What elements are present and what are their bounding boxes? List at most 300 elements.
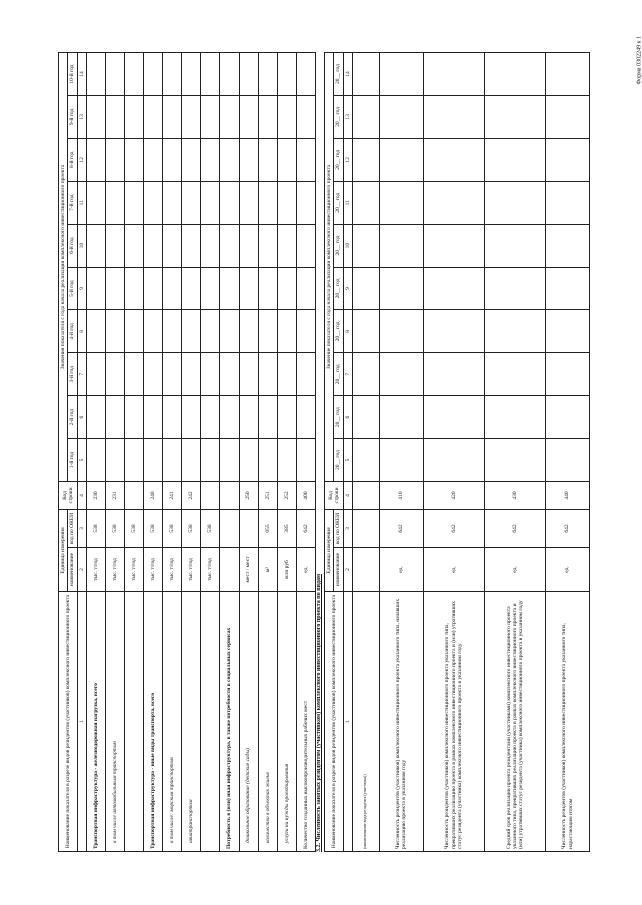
code-cell: 230 bbox=[86, 481, 105, 509]
value-cell[interactable] bbox=[296, 353, 315, 396]
year-header: 20__ год bbox=[334, 53, 343, 96]
code-cell: 440 bbox=[546, 481, 590, 509]
value-cell[interactable] bbox=[86, 138, 105, 181]
header-code: Код строки bbox=[325, 481, 344, 509]
value-cell[interactable] bbox=[182, 53, 201, 96]
year-header: 10-й год bbox=[68, 53, 77, 96]
value-cell[interactable] bbox=[163, 95, 182, 138]
value-cell[interactable] bbox=[125, 439, 144, 482]
value-cell[interactable] bbox=[277, 95, 296, 138]
indicator-cell: Потребность в (или) иная инфраструктура, в также потребности в социальных сервисах bbox=[220, 592, 239, 852]
value-cell[interactable] bbox=[277, 353, 296, 396]
value-cell[interactable] bbox=[106, 310, 125, 353]
year-header: 20__ год bbox=[334, 95, 343, 138]
column-number: 5 bbox=[343, 439, 352, 482]
value-cell[interactable] bbox=[484, 181, 545, 224]
value-cell[interactable] bbox=[258, 181, 277, 224]
okei-cell: 642 bbox=[379, 509, 423, 547]
value-cell[interactable] bbox=[201, 267, 220, 310]
year-header: 9-й год bbox=[68, 95, 77, 138]
value-cell[interactable] bbox=[220, 353, 239, 396]
okei-cell: 538 bbox=[106, 509, 125, 547]
value-cell[interactable] bbox=[163, 396, 182, 439]
table-row bbox=[296, 53, 315, 852]
value-cell[interactable] bbox=[423, 53, 484, 96]
value-cell[interactable] bbox=[277, 181, 296, 224]
value-cell[interactable] bbox=[86, 353, 105, 396]
value-cell[interactable] bbox=[239, 138, 258, 181]
indicator-cell: Численность резидентов (участников) комплексного инвестиционного проекта указанного типа, прекративших реализацию проекта в рамках комплексного инвестиционного проекта и (или) утративших статус резидента (участника) комплексного инвестиционного проекта в указанном году bbox=[423, 592, 484, 852]
column-number: 9 bbox=[77, 267, 86, 310]
year-header: 20__ год bbox=[334, 310, 343, 353]
value-cell[interactable] bbox=[546, 353, 590, 396]
value-cell[interactable] bbox=[239, 95, 258, 138]
value-cell[interactable] bbox=[296, 310, 315, 353]
value-cell[interactable] bbox=[163, 138, 182, 181]
column-number: 10 bbox=[77, 224, 86, 267]
column-number: 6 bbox=[343, 396, 352, 439]
value-cell[interactable] bbox=[125, 353, 144, 396]
code-cell: 241 bbox=[163, 481, 182, 509]
value-cell[interactable] bbox=[201, 396, 220, 439]
column-number: 7 bbox=[343, 353, 352, 396]
value-cell[interactable] bbox=[220, 138, 239, 181]
value-cell[interactable] bbox=[220, 310, 239, 353]
year-header: 4-й год bbox=[68, 310, 77, 353]
okei-cell: 538 bbox=[182, 509, 201, 547]
value-cell[interactable] bbox=[296, 181, 315, 224]
value-cell[interactable] bbox=[484, 439, 545, 482]
indicator-cell: Транспортная инфраструктура - железнодорожная нагрузка, всего bbox=[86, 592, 105, 852]
header-values: Значение показателя с года начала реализации комплексного инвестиционного проекта bbox=[325, 53, 334, 482]
column-number: 12 bbox=[77, 138, 86, 181]
value-cell[interactable] bbox=[258, 310, 277, 353]
code-cell: 231 bbox=[106, 481, 125, 509]
value-cell[interactable] bbox=[163, 224, 182, 267]
okei-cell: 642 bbox=[546, 509, 590, 547]
unit-cell: тыс. т/год bbox=[182, 548, 201, 592]
value-cell[interactable] bbox=[182, 95, 201, 138]
value-cell[interactable] bbox=[220, 95, 239, 138]
header-indicator: Наименование показателя в разрезе видов резидентов (участников) комплексного инвестиционного проекта bbox=[325, 592, 344, 852]
value-cell[interactable] bbox=[201, 181, 220, 224]
value-cell[interactable] bbox=[379, 224, 423, 267]
value-cell[interactable] bbox=[125, 181, 144, 224]
value-cell[interactable] bbox=[163, 181, 182, 224]
indicator-cell: дошкольное образование (детские сады) bbox=[239, 592, 258, 852]
value-cell[interactable] bbox=[296, 267, 315, 310]
indicator-cell: Средний срок реализации проекта резидентами (участниками) комплексного инвестиционного проекта указанного типа, прекративших реализацию проекта в рамках комплексного инвестиционного проекта и (или) утративших статус резидента (участника) комплексного инвестиционного проекта в указанном году bbox=[484, 592, 545, 852]
empty-cell bbox=[352, 396, 379, 439]
code-cell bbox=[220, 481, 239, 509]
table-row bbox=[144, 53, 163, 852]
value-cell[interactable] bbox=[220, 224, 239, 267]
table-row bbox=[277, 53, 296, 852]
column-number: 8 bbox=[343, 310, 352, 353]
value-cell[interactable] bbox=[546, 53, 590, 96]
indicator-cell: Количество созданных высокопроизводительных рабочих мест bbox=[296, 592, 315, 852]
value-cell[interactable] bbox=[277, 439, 296, 482]
value-cell[interactable] bbox=[546, 138, 590, 181]
value-cell[interactable] bbox=[220, 53, 239, 96]
column-number: 5 bbox=[77, 439, 86, 482]
code-cell: 240 bbox=[144, 481, 163, 509]
value-cell[interactable] bbox=[546, 439, 590, 482]
value-cell[interactable] bbox=[379, 310, 423, 353]
value-cell[interactable] bbox=[106, 53, 125, 96]
unit-cell: тыс. т/год bbox=[125, 548, 144, 592]
year-header: 6-й год bbox=[68, 224, 77, 267]
value-cell[interactable] bbox=[379, 95, 423, 138]
unit-cell: ед. bbox=[296, 548, 315, 592]
code-cell: 430 bbox=[484, 481, 545, 509]
value-cell[interactable] bbox=[379, 267, 423, 310]
year-header: 20__ год bbox=[334, 353, 343, 396]
value-cell[interactable] bbox=[201, 439, 220, 482]
empty-cell bbox=[352, 439, 379, 482]
column-number: 4 bbox=[77, 481, 86, 509]
value-cell[interactable] bbox=[163, 310, 182, 353]
value-cell[interactable] bbox=[296, 439, 315, 482]
empty-cell bbox=[352, 353, 379, 396]
value-cell[interactable] bbox=[125, 267, 144, 310]
indicator-cell bbox=[201, 592, 220, 852]
okei-cell: 538 bbox=[125, 509, 144, 547]
code-cell: 400 bbox=[296, 481, 315, 509]
value-cell[interactable] bbox=[546, 267, 590, 310]
value-cell[interactable] bbox=[106, 396, 125, 439]
value-cell[interactable] bbox=[258, 353, 277, 396]
table-row bbox=[484, 53, 545, 852]
indicator-cell: Численность резидентов (участников) комплексного инвестиционного проекта указанного типа, начавших реализацию проекта в указанном году bbox=[379, 592, 423, 852]
value-cell[interactable] bbox=[546, 396, 590, 439]
year-header: 1-й год bbox=[68, 439, 77, 482]
value-cell[interactable] bbox=[484, 267, 545, 310]
value-cell[interactable] bbox=[182, 396, 201, 439]
value-cell[interactable] bbox=[201, 138, 220, 181]
value-cell[interactable] bbox=[201, 53, 220, 96]
value-cell[interactable] bbox=[106, 267, 125, 310]
year-header: 20__ год bbox=[334, 439, 343, 482]
value-cell[interactable] bbox=[182, 353, 201, 396]
value-cell[interactable] bbox=[277, 138, 296, 181]
table-row bbox=[220, 53, 239, 852]
okei-cell: 642 bbox=[423, 509, 484, 547]
indicator-cell: в том числе автомобильным транспортом bbox=[106, 592, 125, 852]
value-cell[interactable] bbox=[484, 310, 545, 353]
empty-cell bbox=[352, 310, 379, 353]
unit-cell: ед. bbox=[379, 548, 423, 592]
header-unit: Единица измерения bbox=[59, 509, 68, 591]
okei-cell: 538 bbox=[86, 509, 105, 547]
header-unit: Единица измерения bbox=[325, 509, 334, 591]
note-row bbox=[352, 53, 379, 852]
unit-cell: ед. bbox=[423, 548, 484, 592]
value-cell[interactable] bbox=[423, 310, 484, 353]
table-row bbox=[86, 53, 105, 852]
value-cell[interactable] bbox=[106, 95, 125, 138]
value-cell[interactable] bbox=[144, 310, 163, 353]
indicator-cell: в том числе: морским транспортом bbox=[163, 592, 182, 852]
unit-cell: тыс. т/год bbox=[163, 548, 182, 592]
column-number: 1 bbox=[77, 592, 86, 852]
value-cell[interactable] bbox=[106, 224, 125, 267]
value-cell[interactable] bbox=[201, 95, 220, 138]
value-cell[interactable] bbox=[86, 53, 105, 96]
table-transport-infrastructure bbox=[58, 52, 316, 852]
value-cell[interactable] bbox=[296, 224, 315, 267]
year-header: 8-й год bbox=[68, 138, 77, 181]
value-cell[interactable] bbox=[239, 53, 258, 96]
value-cell[interactable] bbox=[144, 53, 163, 96]
value-cell[interactable] bbox=[125, 310, 144, 353]
value-cell[interactable] bbox=[239, 310, 258, 353]
value-cell[interactable] bbox=[423, 439, 484, 482]
value-cell[interactable] bbox=[144, 396, 163, 439]
value-cell[interactable] bbox=[220, 439, 239, 482]
empty-cell bbox=[352, 53, 379, 96]
unit-cell: ед. bbox=[546, 548, 590, 592]
unit-cell: тыс. т/год bbox=[201, 548, 220, 592]
value-cell[interactable] bbox=[423, 267, 484, 310]
value-cell[interactable] bbox=[182, 181, 201, 224]
value-cell[interactable] bbox=[163, 53, 182, 96]
value-cell[interactable] bbox=[379, 439, 423, 482]
year-header: 20__ год bbox=[334, 224, 343, 267]
form-code: Форма 0302249 к 1 bbox=[636, 36, 642, 85]
value-cell[interactable] bbox=[144, 95, 163, 138]
value-cell[interactable] bbox=[379, 353, 423, 396]
value-cell[interactable] bbox=[220, 181, 239, 224]
value-cell[interactable] bbox=[182, 224, 201, 267]
value-cell[interactable] bbox=[277, 396, 296, 439]
year-header: 3-й год bbox=[68, 353, 77, 396]
section-title: 3.2. Численность занятых резидентом (участником) комплексного инвестиционного проекта по видам bbox=[316, 573, 322, 852]
value-cell[interactable] bbox=[106, 138, 125, 181]
table-row bbox=[125, 53, 144, 852]
value-cell[interactable] bbox=[106, 181, 125, 224]
column-number: 9 bbox=[343, 267, 352, 310]
unit-cell: м² bbox=[258, 548, 277, 592]
table-row bbox=[379, 53, 423, 852]
year-header: 2-й год bbox=[68, 396, 77, 439]
value-cell[interactable] bbox=[239, 353, 258, 396]
value-cell[interactable] bbox=[546, 181, 590, 224]
table-residents-count bbox=[324, 52, 590, 852]
value-cell[interactable] bbox=[258, 224, 277, 267]
empty-cell bbox=[352, 138, 379, 181]
empty-cell bbox=[352, 481, 379, 509]
value-cell[interactable] bbox=[239, 224, 258, 267]
empty-cell bbox=[352, 267, 379, 310]
column-number: 6 bbox=[77, 396, 86, 439]
value-cell[interactable] bbox=[379, 53, 423, 96]
empty-cell bbox=[352, 548, 379, 592]
value-cell[interactable] bbox=[125, 95, 144, 138]
header-unit-name: наименование bbox=[68, 548, 77, 592]
unit-cell: тыс. т/год bbox=[106, 548, 125, 592]
value-cell[interactable] bbox=[220, 267, 239, 310]
code-cell: 250 bbox=[239, 481, 258, 509]
value-cell[interactable] bbox=[423, 95, 484, 138]
column-number: 2 bbox=[343, 548, 352, 592]
value-cell[interactable] bbox=[379, 138, 423, 181]
value-cell[interactable] bbox=[125, 224, 144, 267]
value-cell[interactable] bbox=[423, 181, 484, 224]
value-cell[interactable] bbox=[239, 181, 258, 224]
code-cell: 410 bbox=[379, 481, 423, 509]
unit-cell: ед. bbox=[484, 548, 545, 592]
table-row bbox=[163, 53, 182, 852]
value-cell[interactable] bbox=[86, 310, 105, 353]
header-okei: код по ОКЕИ bbox=[334, 509, 343, 547]
value-cell[interactable] bbox=[106, 353, 125, 396]
value-cell[interactable] bbox=[546, 310, 590, 353]
value-cell[interactable] bbox=[125, 396, 144, 439]
value-cell[interactable] bbox=[125, 53, 144, 96]
column-number: 3 bbox=[343, 509, 352, 547]
indicator-cell: Численность резидентов (участников) комплексного инвестиционного проекта указанного типа, нарастающим итогом bbox=[546, 592, 590, 852]
value-cell[interactable] bbox=[182, 267, 201, 310]
indicator-cell: Транспортная инфраструктура - иные виды транспорта, всего bbox=[144, 592, 163, 852]
value-cell[interactable] bbox=[484, 396, 545, 439]
value-cell[interactable] bbox=[277, 267, 296, 310]
resident-type-note: (наименование вида резидента (участника)) bbox=[361, 774, 367, 849]
value-cell[interactable] bbox=[277, 310, 296, 353]
value-cell[interactable] bbox=[144, 439, 163, 482]
value-cell[interactable] bbox=[379, 181, 423, 224]
value-cell[interactable] bbox=[239, 267, 258, 310]
column-number: 14 bbox=[343, 53, 352, 96]
code-cell bbox=[125, 481, 144, 509]
value-cell[interactable] bbox=[86, 396, 105, 439]
column-number: 13 bbox=[343, 95, 352, 138]
value-cell[interactable] bbox=[423, 353, 484, 396]
okei-cell bbox=[239, 509, 258, 547]
value-cell[interactable] bbox=[86, 95, 105, 138]
year-header: 7-й год bbox=[68, 181, 77, 224]
header-code: Код строки bbox=[59, 481, 78, 509]
okei-cell: 642 bbox=[484, 509, 545, 547]
value-cell[interactable] bbox=[484, 353, 545, 396]
value-cell[interactable] bbox=[86, 439, 105, 482]
column-number: 14 bbox=[77, 53, 86, 96]
header-unit-name: наименование bbox=[334, 548, 343, 592]
value-cell[interactable] bbox=[258, 267, 277, 310]
value-cell[interactable] bbox=[258, 138, 277, 181]
value-cell[interactable] bbox=[546, 95, 590, 138]
unit-cell: тыс. т/год bbox=[86, 548, 105, 592]
year-header: 20__ год bbox=[334, 267, 343, 310]
value-cell[interactable] bbox=[86, 224, 105, 267]
value-cell[interactable] bbox=[258, 439, 277, 482]
column-number: 3 bbox=[77, 509, 86, 547]
value-cell[interactable] bbox=[296, 95, 315, 138]
year-header: 20__ год bbox=[334, 138, 343, 181]
okei-cell: 642 bbox=[296, 509, 315, 547]
table-row bbox=[201, 53, 220, 852]
value-cell[interactable] bbox=[144, 224, 163, 267]
value-cell[interactable] bbox=[182, 439, 201, 482]
value-cell[interactable] bbox=[258, 396, 277, 439]
value-cell[interactable] bbox=[379, 396, 423, 439]
table-row bbox=[106, 53, 125, 852]
value-cell[interactable] bbox=[144, 267, 163, 310]
value-cell[interactable] bbox=[296, 138, 315, 181]
value-cell[interactable] bbox=[182, 138, 201, 181]
column-number: 1 bbox=[343, 592, 352, 852]
rotated-page-content bbox=[58, 52, 590, 852]
column-number: 8 bbox=[77, 310, 86, 353]
code-cell bbox=[201, 481, 220, 509]
column-number: 13 bbox=[77, 95, 86, 138]
code-cell: 420 bbox=[423, 481, 484, 509]
value-cell[interactable] bbox=[144, 181, 163, 224]
value-cell[interactable] bbox=[86, 267, 105, 310]
table-row bbox=[258, 53, 277, 852]
table-row bbox=[239, 53, 258, 852]
header-okei: код по ОКЕИ bbox=[68, 509, 77, 547]
value-cell[interactable] bbox=[423, 224, 484, 267]
unit-cell: мест / мест bbox=[239, 548, 258, 592]
value-cell[interactable] bbox=[144, 353, 163, 396]
value-cell[interactable] bbox=[201, 224, 220, 267]
value-cell[interactable] bbox=[258, 95, 277, 138]
column-number: 2 bbox=[77, 548, 86, 592]
value-cell[interactable] bbox=[296, 396, 315, 439]
value-cell[interactable] bbox=[546, 224, 590, 267]
unit-cell: тыс. т/год bbox=[144, 548, 163, 592]
value-cell[interactable] bbox=[201, 310, 220, 353]
value-cell[interactable] bbox=[277, 224, 296, 267]
indicator-cell: услуги на нужды проектирования bbox=[277, 592, 296, 852]
value-cell[interactable] bbox=[484, 95, 545, 138]
column-number: 11 bbox=[343, 181, 352, 224]
value-cell[interactable] bbox=[144, 138, 163, 181]
value-cell[interactable] bbox=[125, 138, 144, 181]
value-cell[interactable] bbox=[423, 396, 484, 439]
header-indicator: Наименование показателя в разрезе видов резидентов (участников) комплексного инвестиционного проекта bbox=[59, 592, 78, 852]
table-row bbox=[423, 53, 484, 852]
value-cell[interactable] bbox=[484, 53, 545, 96]
okei-cell: 538 bbox=[144, 509, 163, 547]
table-row bbox=[182, 53, 201, 852]
column-number: 12 bbox=[343, 138, 352, 181]
value-cell[interactable] bbox=[163, 353, 182, 396]
value-cell[interactable] bbox=[484, 224, 545, 267]
value-cell[interactable] bbox=[163, 439, 182, 482]
value-cell[interactable] bbox=[296, 53, 315, 96]
value-cell[interactable] bbox=[201, 353, 220, 396]
year-header: 5-й год bbox=[68, 267, 77, 310]
value-cell[interactable] bbox=[239, 439, 258, 482]
okei-cell bbox=[220, 509, 239, 547]
value-cell[interactable] bbox=[163, 267, 182, 310]
value-cell[interactable] bbox=[86, 181, 105, 224]
header-values: Значения показателя с года начала реализации комплексного инвестиционного проекта bbox=[59, 53, 68, 482]
value-cell[interactable] bbox=[239, 396, 258, 439]
value-cell[interactable] bbox=[106, 439, 125, 482]
okei-cell: 055 bbox=[258, 509, 277, 547]
value-cell[interactable] bbox=[220, 396, 239, 439]
value-cell[interactable] bbox=[277, 53, 296, 96]
value-cell[interactable] bbox=[484, 138, 545, 181]
okei-cell: 538 bbox=[201, 509, 220, 547]
column-number: 7 bbox=[77, 353, 86, 396]
value-cell[interactable] bbox=[258, 53, 277, 96]
value-cell[interactable] bbox=[423, 138, 484, 181]
value-cell[interactable] bbox=[182, 310, 201, 353]
